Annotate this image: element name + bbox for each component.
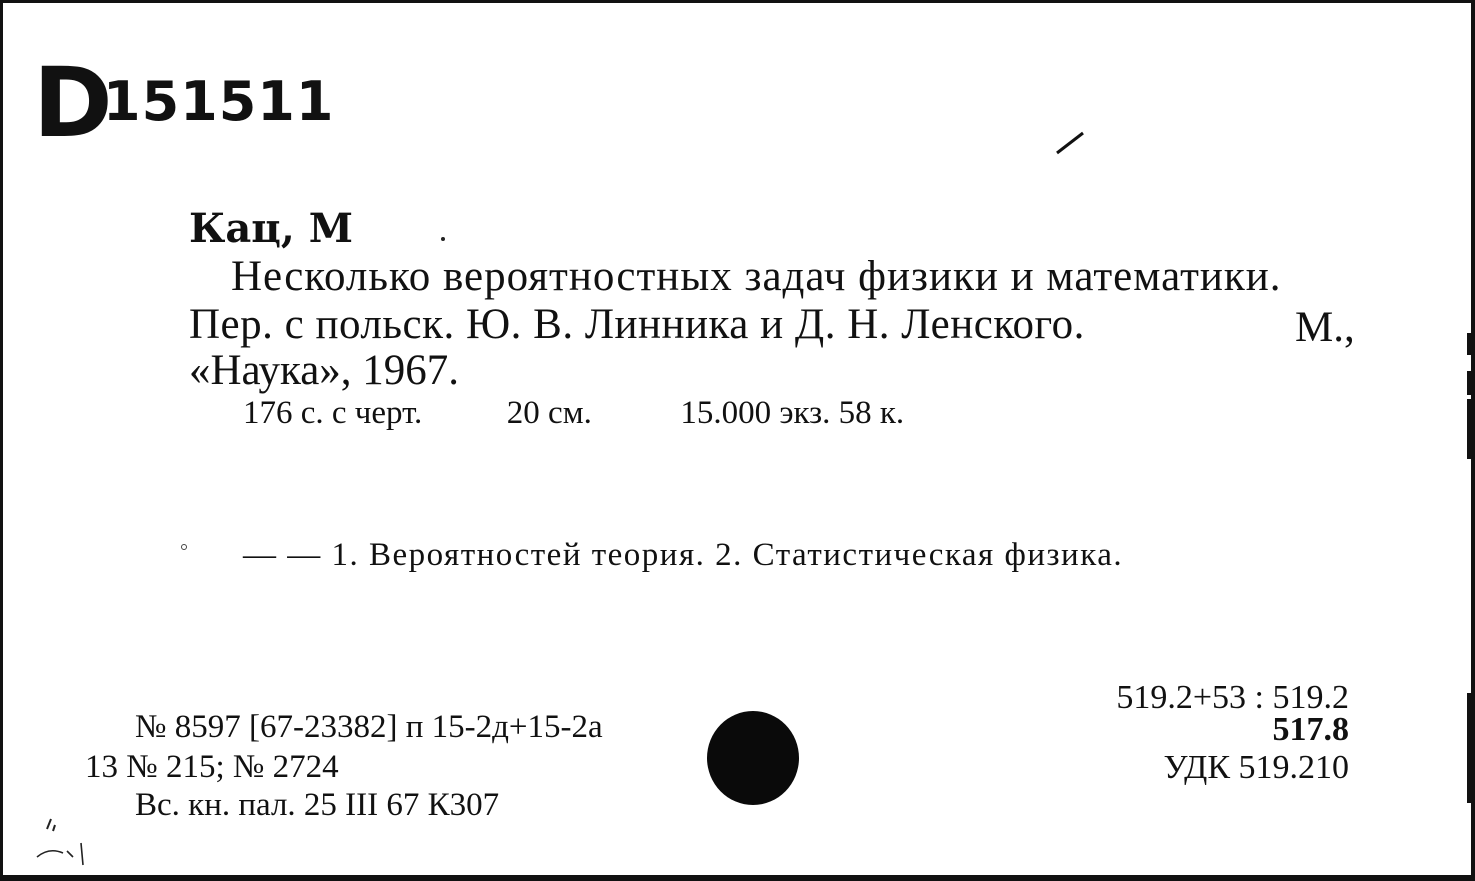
footer-line-1: № 8597 [67-23382] п 15-2д+15-2а bbox=[135, 709, 603, 745]
pages: 176 с. с черт. bbox=[243, 395, 423, 431]
title-line-2: Пер. с польск. Ю. В. Линника и Д. Н. Ленского. bbox=[189, 301, 1085, 348]
right-edge-mark bbox=[1467, 693, 1471, 803]
handwritten-scribble bbox=[33, 813, 93, 869]
stray-dot bbox=[181, 544, 187, 550]
classification-line-3: УДК 519.210 bbox=[1163, 749, 1349, 786]
right-edge-mark bbox=[1467, 399, 1471, 459]
author: Кац, М bbox=[189, 205, 353, 252]
classification-line-1: 519.2+53 : 519.2 bbox=[1116, 679, 1349, 716]
copies-price: 15.000 экз. 58 к. bbox=[680, 395, 905, 431]
pen-dot-mark bbox=[439, 235, 447, 243]
title-line-1: Несколько вероятностных задач физики и математики. bbox=[231, 253, 1282, 300]
classification-line-2: 517.8 bbox=[1272, 711, 1349, 748]
stamp-number: 151511 bbox=[103, 70, 335, 133]
size: 20 см. bbox=[506, 395, 592, 431]
physical-description bbox=[243, 395, 904, 432]
footer-line-2: 13 № 215; № 2724 bbox=[85, 749, 339, 785]
stamp-letter: D bbox=[33, 47, 113, 159]
punch-hole bbox=[707, 711, 799, 805]
pen-tick-mark bbox=[1055, 131, 1085, 155]
subject-headings: — — 1. Вероятностей теория. 2. Статистическая физика. bbox=[243, 537, 1124, 573]
publisher-place: М., bbox=[1295, 304, 1355, 351]
title-line-3: «Наука», 1967. bbox=[189, 347, 460, 394]
footer-line-3: Вс. кн. пал. 25 III 67 К307 bbox=[135, 787, 500, 823]
right-edge-mark bbox=[1467, 333, 1471, 355]
right-edge-mark bbox=[1467, 371, 1471, 395]
